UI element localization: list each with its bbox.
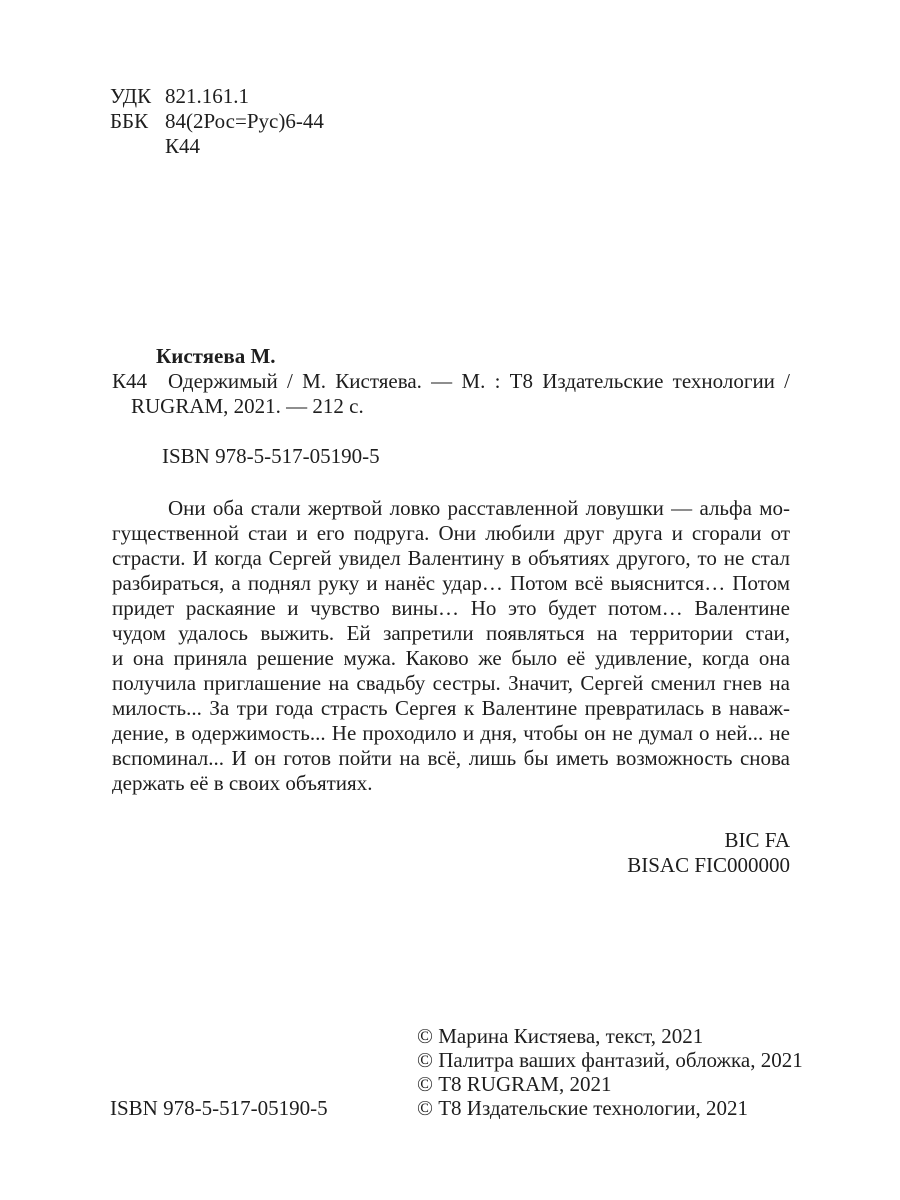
catalog-entry-line1: Одержимый / М. Кистяева. — М. : Т8 Издательские технологии /	[168, 369, 790, 393]
bbk-label: ББК	[110, 109, 149, 133]
annotation-line: держать её в своих объятиях.	[112, 771, 373, 795]
copyright-line: © Палитра ваших фантазий, обложка, 2021	[417, 1048, 803, 1072]
author-code-spacer	[110, 134, 165, 159]
bic-code: BIC FA	[724, 828, 790, 852]
udk-row	[110, 84, 324, 109]
author-code-row	[110, 134, 324, 159]
annotation-line: гущественной стаи и его подруга. Они любили друг друга и сгорали от	[112, 521, 790, 545]
annotation-line: страсти. И когда Сергей увидел Валентину в объятиях другого, то не стал	[112, 546, 790, 570]
author-code-value: К44	[165, 134, 201, 158]
annotation-line: Они оба стали жертвой ловко расставленной ловушки — альфа мо-	[168, 496, 790, 520]
annotation-paragraph	[112, 496, 790, 796]
annotation-line: вспоминал... И он готов пойти на всё, лишь бы иметь возможность снова	[112, 746, 790, 770]
udk-value: 821.161.1	[165, 84, 249, 108]
isbn-bottom: ISBN 978-5-517-05190-5	[110, 1096, 328, 1120]
shelf-codes-block	[627, 828, 790, 878]
catalog-entry-line2: RUGRAM, 2021. — 212 с.	[131, 394, 364, 418]
udk-label: УДК	[110, 84, 152, 108]
bbk-value: 84(2Рос=Рус)6-44	[165, 109, 324, 133]
annotation-line: дение, в одержимость... Не проходило и дня, чтобы он не думал о ней... не	[112, 721, 790, 745]
isbn-top: ISBN 978-5-517-05190-5	[162, 444, 380, 468]
copyright-line: © Т8 RUGRAM, 2021	[417, 1072, 612, 1096]
annotation-line: получила приглашение на свадьбу сестры. Значит, Сергей сменил гнев на	[112, 671, 790, 695]
bisac-code: BISAC FIC000000	[627, 853, 790, 877]
catalog-entry	[112, 369, 790, 419]
classification-block	[110, 84, 324, 159]
catalog-card	[112, 344, 790, 419]
copyright-block	[417, 1024, 803, 1120]
annotation-line: разбираться, а поднял руку и нанёс удар… Потом всё выяснится… Потом	[112, 571, 790, 595]
annotation-line: милость... За три года страсть Сергея к Валентине превратилась в наваж-	[112, 696, 790, 720]
catalog-entry-code: К44	[112, 369, 148, 393]
annotation-line: и она приняла решение мужа. Каково же было её удивление, когда она	[112, 646, 790, 670]
catalog-author-heading: Кистяева М.	[156, 344, 276, 368]
bbk-row	[110, 109, 324, 134]
copyright-line: © Марина Кистяева, текст, 2021	[417, 1024, 704, 1048]
copyright-line: © Т8 Издательские технологии, 2021	[417, 1096, 748, 1120]
annotation-line: чудом удалось выжить. Ей запретили появляться на территории стаи,	[112, 621, 790, 645]
annotation-line: придет раскаяние и чувство вины… Но это будет потом… Валентине	[112, 596, 790, 620]
